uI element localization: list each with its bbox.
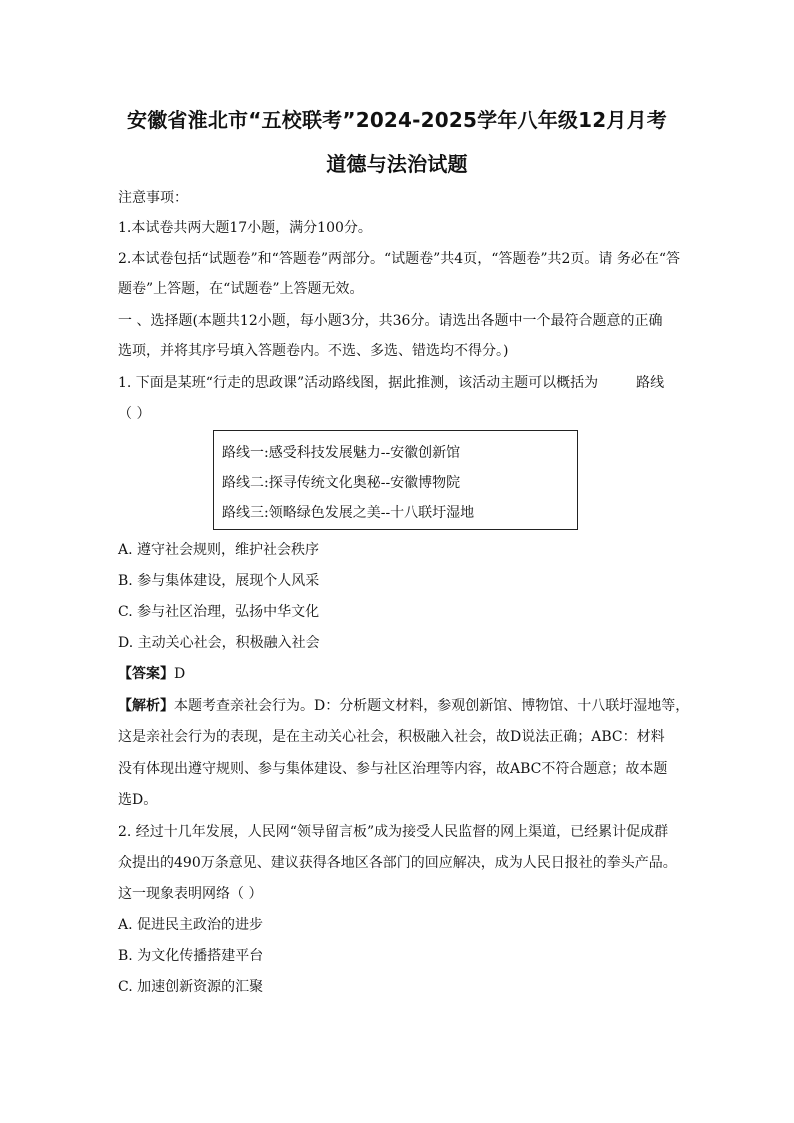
q1-option-b: B. 参与集体建设，展现个人风采 [118,573,320,589]
q1-answer [118,664,678,684]
route-box [213,430,578,530]
q1-analysis-line3: 没有体现出遵守规则、参与集体建设、参与社区治理等内容，故ABC不符合题意；故本题 [118,761,668,777]
q2-option-b: B. 为文化传播搭建平台 [118,948,264,964]
q1-analysis-line1 [118,696,690,716]
q1-option-a: A. 遵守社会规则，维护社会秩序 [118,542,320,558]
notes-item-2: 2.本试卷包括“试题卷”和“答题卷”两部分。“试题卷”共4页，“答题卷”共2页。请 务必在“答 [118,251,681,267]
q1-analysis-label: 【解析】 [118,698,174,714]
q1-stem-text: 1. 下面是某班“行走的思政课”活动路线图，据此推测，该活动主题可以概括为 [118,375,599,391]
route-2: 路线二:探寻传统文化奥秘--安徽博物院 [222,475,461,491]
q2-option-c: C. 加速创新资源的汇聚 [118,979,264,995]
q1-option-c: C. 参与社区治理，弘扬中华文化 [118,604,320,620]
q1-answer-value: D [174,666,186,682]
q2-stem-line2: 众提出的490万条意见、建议获得各地区各部门的回应解决，成为人民日报社的拳头产品。 [118,855,677,871]
q1-analysis-text1: 本题考查亲社会行为。D：分析题文材料，参观创新馆、博物馆、十八联圩湿地等， [174,698,690,714]
notes-heading: 注意事项： [118,190,188,206]
q2-stem-line1: 2. 经过十几年发展，人民网“领导留言板”成为接受人民监督的网上渠道，已经累计促成群 [118,824,669,840]
q1-analysis-line4: 选D。 [118,792,158,808]
notes-item-2-cont: 题卷”上答题，在“试题卷”上答题无效。 [118,281,364,297]
section1-instructions-line1: 一 、选择题(本题共12小题，每小题3分，共36分。请选出各题中一个最符合题意的正确 [118,313,663,329]
q2-option-a: A. 促进民主政治的进步 [118,917,264,933]
q1-stem [118,373,678,393]
q1-stem-tail: 路线 [636,375,665,391]
document-title-line1: 安徽省淮北市“五校联考”2024-2025学年八年级12月月考 [127,108,667,132]
q1-answer-label: 【答案】 [118,666,174,682]
q1-analysis-line2: 这是亲社会行为的表现，是在主动关心社会，积极融入社会，故D说法正确；ABC：材料 [118,729,665,745]
route-3: 路线三:领略绿色发展之美--十八联圩湿地 [222,505,475,521]
q1-paren: （ ） [118,406,151,422]
route-1: 路线一:感受科技发展魅力--安徽创新馆 [222,445,461,461]
q1-option-d: D. 主动关心社会，积极融入社会 [118,635,320,651]
section1-instructions-line2: 选项，并将其序号填入答题卷内。不选、多选、错选均不得分。) [118,343,509,359]
notes-item-1: 1.本试卷共两大题17小题，满分100分。 [118,220,372,236]
q2-stem-line3: 这一现象表明网络（ ） [118,886,263,902]
document-title-line2: 道德与法治试题 [326,152,468,176]
